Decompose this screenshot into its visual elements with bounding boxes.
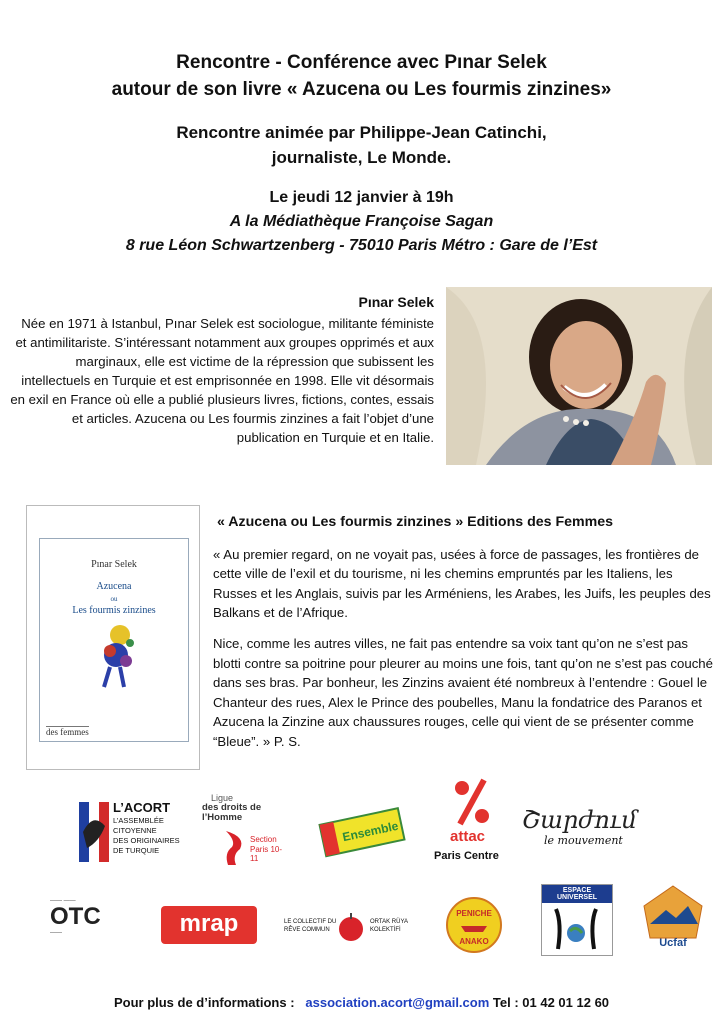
book-cover-title bbox=[40, 581, 188, 617]
author-photo bbox=[446, 287, 712, 465]
acort-line1: L’ASSEMBLÉE bbox=[113, 816, 164, 825]
book-cover-publisher: des femmes bbox=[46, 727, 89, 737]
ensemble-badge-icon bbox=[318, 806, 408, 858]
mrap-name: mrap bbox=[179, 910, 239, 937]
footer-label: Pour plus de d’informations : bbox=[113, 995, 295, 1010]
book-cover-illustration bbox=[90, 621, 146, 691]
moderator-line1: Rencontre animée par Philippe-Jean Catinchi, bbox=[176, 123, 547, 142]
ucfaf-emblem-icon bbox=[636, 884, 710, 948]
espace-name: ESPACE UNIVERSEL bbox=[542, 885, 612, 903]
ldh-section-2: Paris 10-11 bbox=[250, 845, 283, 863]
collectif-line4: KOLEKTİFİ bbox=[370, 927, 401, 933]
collectif-line3: ORTAK RÜYA bbox=[370, 919, 409, 925]
ldh-line2: des droits de bbox=[202, 802, 262, 813]
bio-name: Pınar Selek bbox=[358, 294, 434, 310]
collectif-right bbox=[370, 918, 408, 934]
ucfaf-name: Ucfaf bbox=[659, 937, 687, 948]
book-cover-title-2: ou bbox=[110, 595, 118, 603]
event-title-line2: autour de son livre « Azucena ou Les fourmis zinzines» bbox=[111, 79, 612, 100]
peniche-line1: PENICHE bbox=[456, 909, 492, 918]
acort-name: L’ACORT bbox=[113, 800, 171, 815]
attac-name: attac bbox=[450, 828, 486, 845]
acort-line4: DE TURQUIE bbox=[113, 846, 160, 855]
book-cover bbox=[26, 505, 200, 770]
otc-name: OTC bbox=[50, 903, 101, 930]
otc-logo bbox=[50, 898, 110, 948]
ldh-section: Section bbox=[250, 835, 277, 844]
bio-text: Née en 1971 à Istanbul, Pınar Selek est sociologue, militante féministe et antimilitariste. S’intéressant notamment aux groupes opprimés et aux marginaux, elle est victime de la répression que subissent les intellectuels en Turquie et est emprisonnée en 1998. Elle vit désormais en exil en France où elle a publié plusieurs livres, fictions, contes, essais et articles. Azucena ou Les fourmis zinzines a fait l’objet d’une publication en Turquie et en Italie. bbox=[10, 316, 434, 445]
moderator-line2: journaliste, Le Monde. bbox=[271, 148, 452, 167]
book-cover-title-1: Azucena bbox=[96, 581, 132, 592]
mouvement-logo bbox=[522, 806, 642, 858]
collectif-logo bbox=[284, 912, 416, 946]
contact-footer bbox=[0, 995, 723, 1010]
attac-percent-icon bbox=[452, 778, 492, 826]
book-cover-author: Pınar Selek bbox=[91, 559, 137, 570]
collectif-left bbox=[284, 918, 336, 934]
peniche-logo bbox=[445, 896, 503, 954]
event-address: 8 rue Léon Schwartzenberg - 75010 Paris Métro : Gare de l’Est bbox=[125, 237, 598, 254]
attac-logo bbox=[432, 778, 512, 876]
otc-bottom-line: —— bbox=[50, 930, 62, 936]
excerpt-paragraph-2: Nice, comme les autres villes, ne fait pas entendre sa voix tant qu’on ne s’est pas blotti contre sa poitrine pour pleurer au moins une fois, tant qu’on ne s’est pas couché dans ses bras. Par bonheur, les Zinzins avaient été nombreux à l’entendre : Gouel le Chanteur des rues, Alex le Prince des poubelles, Manu la fondatrice des Paranos et Azucena la Zinzine aux chaussures rouges, celle qui vient de se présenter comme “Bleue”. » P. S. bbox=[213, 635, 713, 749]
ldh-line1: Ligue bbox=[210, 793, 234, 803]
bio-block bbox=[8, 293, 434, 447]
acort-logo bbox=[79, 800, 189, 864]
ucfaf-logo bbox=[636, 884, 710, 948]
ldh-symbol-icon bbox=[222, 831, 248, 865]
espace-universel-logo bbox=[541, 884, 613, 956]
collectif-line1: LE COLLECTIF DU bbox=[284, 919, 337, 925]
event-venue: A la Médiathèque Françoise Sagan bbox=[229, 213, 494, 230]
ensemble-text: Ensemble bbox=[341, 818, 400, 845]
excerpt-block bbox=[213, 513, 713, 763]
collectif-apple-icon bbox=[336, 912, 366, 942]
ldh-logo bbox=[202, 793, 284, 873]
otc-top-line: —— —— bbox=[50, 898, 76, 904]
acort-line3: DES ORIGINAIRES bbox=[113, 836, 180, 845]
peniche-line2: ANAKO bbox=[459, 937, 489, 946]
mouvement-sub: le mouvement bbox=[544, 834, 623, 847]
footer-email-link[interactable]: association.acort@gmail.com bbox=[305, 995, 490, 1010]
collectif-line2: RÊVE COMMUN bbox=[284, 927, 330, 933]
event-date: Le jeudi 12 janvier à 19h bbox=[269, 189, 454, 206]
book-cover-frame bbox=[39, 538, 189, 742]
mouvement-script: Շարժում bbox=[522, 806, 638, 834]
excerpt-heading: « Azucena ou Les fourmis zinzines » Editions des Femmes bbox=[217, 514, 614, 530]
book-cover-title-3: Les fourmis zinzines bbox=[72, 605, 156, 616]
attac-sub: Paris Centre bbox=[434, 850, 499, 862]
acort-flag-icon bbox=[79, 802, 109, 862]
espace-figures-icon bbox=[542, 903, 610, 955]
footer-phone: Tel : 01 42 01 12 60 bbox=[492, 995, 610, 1010]
ldh-line3: l’Homme bbox=[202, 812, 243, 823]
event-title-line1: Rencontre - Conférence avec Pınar Selek bbox=[176, 52, 547, 73]
acort-line2: CITOYENNE bbox=[113, 826, 157, 835]
mrap-logo bbox=[161, 906, 257, 944]
peniche-badge-icon bbox=[445, 896, 503, 954]
acort-text bbox=[113, 816, 180, 856]
ensemble-logo bbox=[318, 806, 408, 858]
excerpt-paragraph-1: « Au premier regard, on ne voyait pas, usées à force de passages, les frontières de cette ville de l’exil et du tourisme, ni les chemins empruntés par les Italiens, les Russes et les Anglais, suivis par les Arméniens, les Arabes, les Juifs, les peuples des Balkans et de l’Afrique. bbox=[213, 546, 711, 621]
